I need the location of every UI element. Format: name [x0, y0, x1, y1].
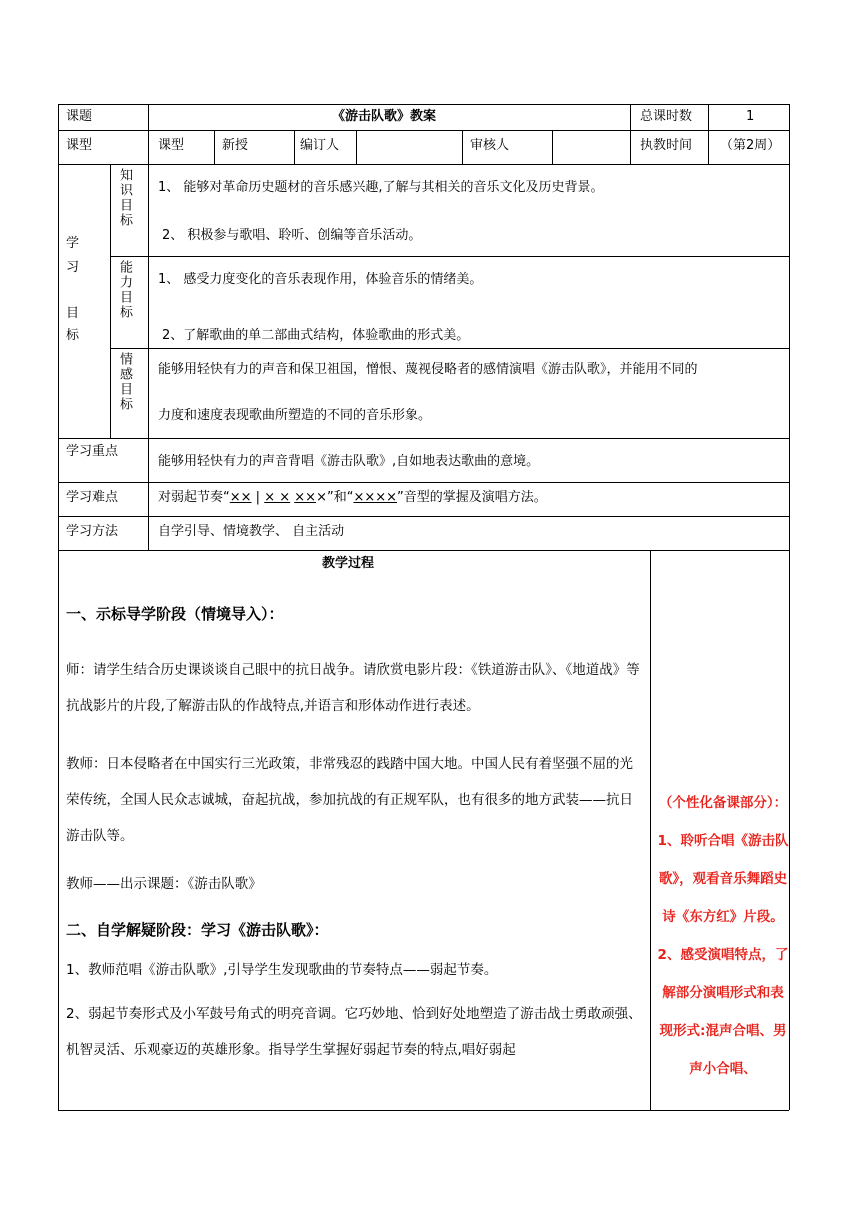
emotion-goal-line-1: 能够用轻快有力的声音和保卫祖国，憎恨、蔑视侵略者的感情演唱《游击队歌》，并能用不同的: [158, 362, 698, 377]
rhythm-d: ××××: [353, 490, 398, 505]
ability-goal-label: 能力目标: [117, 260, 132, 320]
ability-goal-2: 2、了解歌曲的单二部曲式结构，体验歌曲的形式美。: [162, 328, 470, 343]
emotion-goal-line-2: 力度和速度表现歌曲所塑造的不同的音乐形象。: [158, 408, 432, 423]
knowledge-goal-2: 2、 积极参与歌唱、聆听、创编等音乐活动。: [162, 228, 422, 243]
method-text: 自学引导、情境教学、 自主活动: [158, 524, 345, 539]
reviewer-label: 审核人: [470, 138, 510, 153]
rhythm-c-tail: ×: [316, 490, 327, 505]
process-title: 教学过程: [322, 556, 375, 571]
difficulty-suffix: ”音型的掌握及演唱方法。: [397, 490, 547, 505]
goals-label-char-1: 学: [66, 236, 80, 251]
stage2-paragraph-1: 1、教师范唱《游击队歌》,引导学生发现歌曲的节奏特点——弱起节奏。: [66, 962, 498, 978]
goals-label-char-2: 习: [66, 260, 80, 275]
editor-label: 编订人: [300, 138, 340, 153]
exec-time-value: （第2周）: [720, 138, 781, 153]
stage2-heading: 二、自学解疑阶段：学习《游击队歌》：: [66, 921, 329, 939]
total-hours-label: 总课时数: [640, 109, 693, 124]
lesson-type-value: 新授: [222, 138, 249, 153]
total-hours-value: 1: [746, 109, 755, 124]
page-title: 《游击队歌》教案: [332, 109, 437, 124]
personalized-notes: （个性化备课部分）：1、聆听合唱《游击队歌》，观看音乐舞蹈史诗《东方红》片段。2、感受演唱特点，了解部分演唱形式和表现形式:混声合唱、男声小合唱、: [657, 795, 789, 1077]
rhythm-a: ××: [229, 490, 252, 505]
difficulty-prefix: 对弱起节奏“: [158, 490, 230, 505]
focus-text: 能够用轻快有力的声音背唱《游击队歌》,自如地表达歌曲的意境。: [158, 454, 540, 469]
rhythm-b: × ×: [264, 490, 291, 505]
goals-label-char-4: 标: [66, 328, 80, 343]
knowledge-goal-label: 知识目标: [117, 168, 132, 228]
difficulty-mid: ”和“: [326, 490, 354, 505]
exec-time-label: 执教时间: [640, 138, 693, 153]
focus-label: 学习重点: [66, 444, 119, 459]
stage1-paragraph-1: 师：请学生结合历史课谈谈自己眼中的抗日战争。请欣赏电影片段：《铁道游击队》、《地道战》等抗战影片的片段,了解游击队的作战特点,并语言和形体动作进行表述。: [66, 662, 640, 714]
method-label: 学习方法: [66, 524, 119, 539]
emotion-goal-label: 情感目标: [117, 352, 132, 412]
stage2-paragraph-2: 2、弱起节奏形式及小军鼓号角式的明亮音调。它巧妙地、恰到好处地塑造了游击战士勇敢顽强、机智灵活、乐观豪迈的英雄形象。指导学生掌握好弱起节奏的特点,唱好弱起: [66, 1006, 642, 1058]
lesson-type-label-2: 课型: [158, 138, 185, 153]
stage1-paragraph-2: 教师：日本侵略者在中国实行三光政策，非常残忍的践踏中国大地。中国人民有着坚强不屈的光荣传统，全国人民众志诚城，奋起抗战，参加抗战的有正规军队，也有很多的地方武装——抗日游击队等。: [66, 756, 633, 844]
stage1-heading: 一、示标导学阶段（情境导入）：: [66, 605, 284, 623]
stage1-paragraph-3: 教师——出示课题：《游击队歌》: [66, 876, 262, 892]
topic-label: 课题: [66, 109, 93, 124]
rhythm-c: ××: [294, 490, 317, 505]
goals-label-char-3: 目: [66, 306, 80, 321]
difficulty-text: [158, 488, 547, 508]
knowledge-goal-1: 1、 能够对革命历史题材的音乐感兴趣,了解与其相关的音乐文化及历史背景。: [158, 180, 604, 195]
lesson-type-label: 课型: [66, 138, 93, 153]
difficulty-label: 学习难点: [66, 490, 119, 505]
rhythm-bar: |: [251, 490, 265, 505]
ability-goal-1: 1、 感受力度变化的音乐表现作用，体验音乐的情绪美。: [158, 272, 483, 287]
